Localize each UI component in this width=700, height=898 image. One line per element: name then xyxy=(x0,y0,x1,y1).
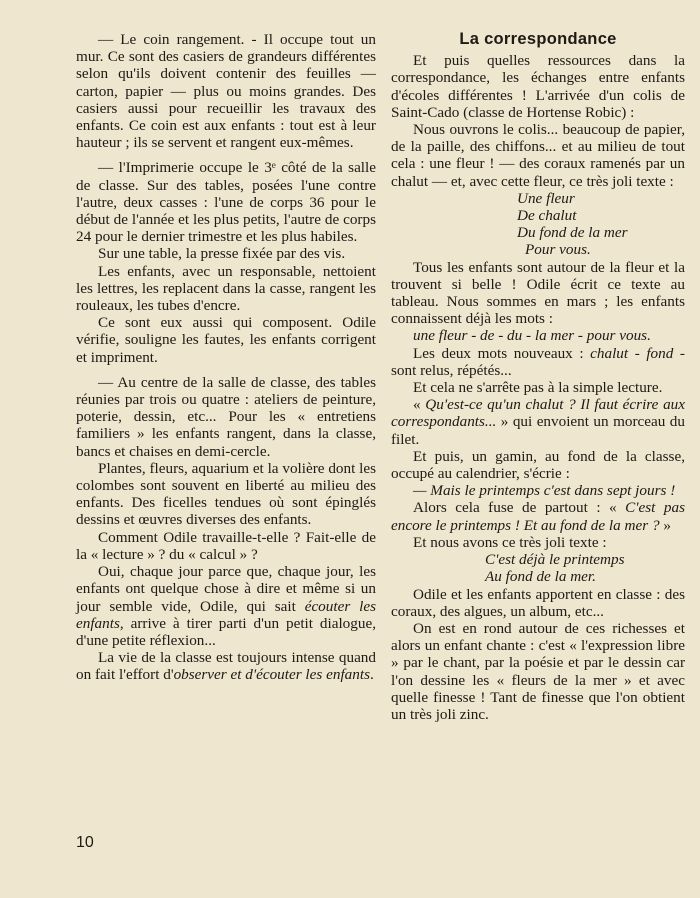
paragraph-gamin: Et puis, un gamin, au fond de la classe, occupé au calendrier, s'écrie : xyxy=(391,447,685,483)
left-column xyxy=(76,31,376,684)
poem-line: C'est déjà le printemps xyxy=(485,551,625,569)
paragraph-lecture: Et cela ne s'arrête pas à la simple lecture. xyxy=(413,379,663,397)
poem-line: Pour vous. xyxy=(525,241,591,259)
poem-printemps xyxy=(391,551,685,585)
section-title: La correspondance xyxy=(459,30,617,48)
poem-une-fleur xyxy=(391,190,685,259)
paragraph-chalut-question: « Qu'est-ce qu'un chalut ? Il faut écrire aux correspondants... » qui envoient un morceau du filet. xyxy=(391,396,685,448)
poem-line: Une fleur xyxy=(517,189,575,207)
paragraph-question: Comment Odile travaille-t-elle ? Fait-elle de la « lecture » ? du « calcul » ? xyxy=(76,528,376,563)
paragraph-presse: Sur une table, la presse fixée par des vis. xyxy=(98,245,346,263)
page-number: 10 xyxy=(76,834,94,851)
poem-line: Au fond de la mer. xyxy=(485,568,596,586)
paragraph-mots-connus: une fleur - de - du - la mer - pour vous. xyxy=(413,327,651,345)
paragraph-nettoyage: Les enfants, avec un responsable, nettoient les lettres, les replacent dans la casse, rangent les rouleaux, les tubes d'encre. xyxy=(76,262,376,315)
paragraph-coin-rangement: — Le coin rangement. - Il occupe tout un mur. Ce sont des casiers de grandeurs différentes selon qu'ils doivent contenir des feuilles — carton, papier — plus ou moins grandes. Des casiers aussi pour recueillir les travaux des enfants. Ce coin est aux enfants : tout est à leur hauteur ; ils se servent et rangent eux-mêmes. xyxy=(76,31,376,152)
paragraph-ressources: Et puis quelles ressources dans la correspondance, les échanges entre enfants d'écoles différentes ! L'arrivée d'un colis de Saint-Cado (classe de Hortense Robic) : xyxy=(391,52,685,121)
paragraph-imprimerie: — l'Imprimerie occupe le 3ᵉ côté de la salle de classe. Sur des tables, posées l'une contre l'autre, deux casses : l'une de corps 36 pour le début de l'année et les plus petits, l'autre de corps 24 pour le dernier trimestre et les plus habiles. xyxy=(76,159,376,246)
paragraph-mots-nouveaux: Les deux mots nouveaux : chalut - fond - sont relus, répétés... xyxy=(391,344,685,379)
paragraph-colis: Nous ouvrons le colis... beaucoup de papier, de la paille, des chiffons... et au milieu de tout cela : une fleur ! — des coraux ramenés par un chalut — et, avec cette fleur, ce très joli texte : xyxy=(391,121,685,190)
paragraph-composition: Ce sont eux aussi qui composent. Odile vérifie, souligne les fautes, les enfants corrigent et impriment. xyxy=(76,314,376,366)
paragraph-apportent: Odile et les enfants apportent en classe : des coraux, des algues, un album, etc... xyxy=(391,585,685,620)
paragraph-autour-fleur: Tous les enfants sont autour de la fleur et la trouvent si belle ! Odile écrit ce texte au tableau. Nous sommes en mars ; les enfants connaissent déjà les mots : xyxy=(391,258,685,328)
paragraph-printemps: — Mais le printemps c'est dans sept jours ! xyxy=(413,482,676,500)
right-column xyxy=(391,31,685,723)
paragraph-expression-libre: On est en rond autour de ces richesses et alors un enfant chante : c'est « l'expression libre » par le chant, par la poésie et par le dessin car l'on dessine les « fleurs de la mer » et avec quelle finesse ! Tant de finesse que l'on obtient un très joli zinc. xyxy=(391,619,685,723)
paragraph-vie-classe: La vie de la classe est toujours intense quand on fait l'effort d'observer et d'écouter les enfants. xyxy=(76,649,376,684)
paragraph-centre-salle: — Au centre de la salle de classe, des tables réunies par trois ou quatre : ateliers de peinture, poterie, dessin, etc... Pour les « entretiens familiers » les enfants rangent, dans la classe, bancs et chaises en demi-cercle. xyxy=(76,373,376,460)
poem-line: De chalut xyxy=(517,207,577,225)
paragraph-fuse: Alors cela fuse de partout : « C'est pas encore le printemps ! Et au fond de la mer ? » xyxy=(391,499,685,534)
paragraph-chaque-jour: Oui, chaque jour parce que, chaque jour, les enfants ont quelque chose à dire et même si un jour semble vide, Odile, qui sait écouter les enfants, arrive à tirer parti d'un petit dialogue, d'une petite réflexion... xyxy=(76,563,376,649)
paragraph-joli-texte: Et nous avons ce très joli texte : xyxy=(413,533,607,551)
paragraph-plantes: Plantes, fleurs, aquarium et la volière dont les colombes sont souvent en liberté au milieu des enfants. Des ficelles tendues où sont épinglés dessins et œuvres diverses des enfants. xyxy=(76,459,376,529)
poem-line: Du fond de la mer xyxy=(517,224,628,242)
